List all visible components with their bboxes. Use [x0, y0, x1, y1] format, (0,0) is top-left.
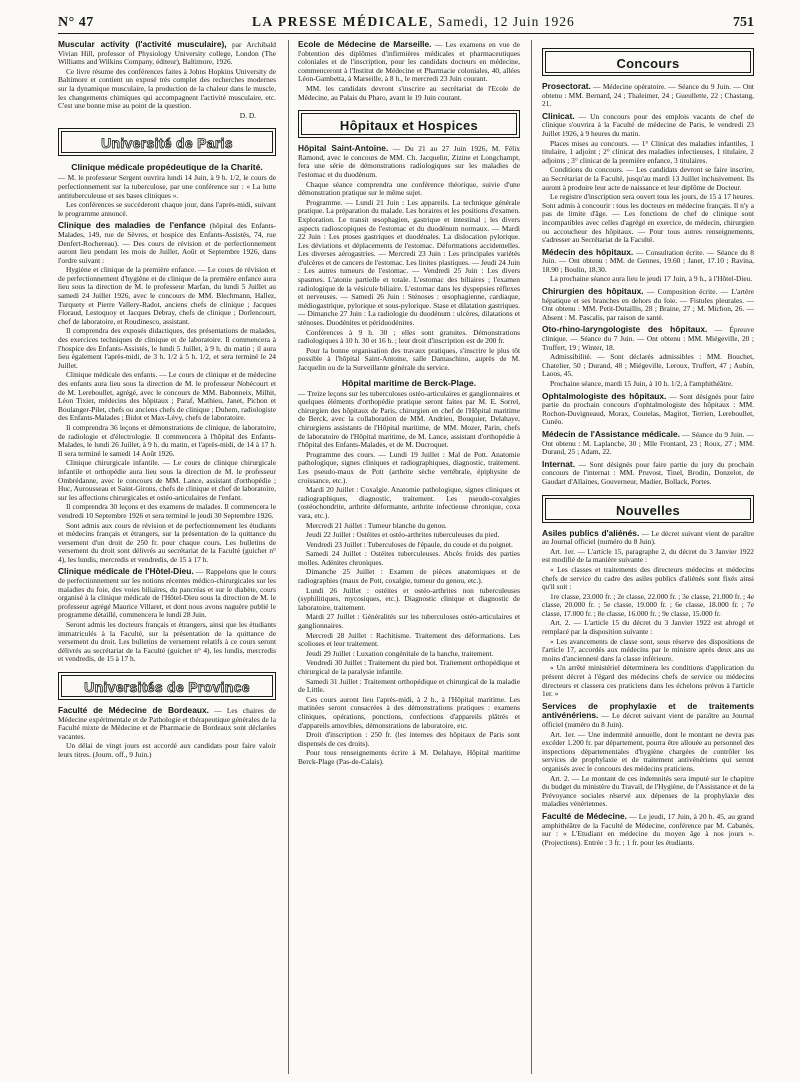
- article-asiles-alienes: Asiles publics d'aliénés. — Le décret suivant vient de paraître au Journal officiel (numéro du 8 Juin). Art. 1er. — L'article 15, paragraphe 2, du décret du 3 Janvier 1922 est modifié de la manière suivante : « Les classes et traitements des directeurs médecins et médecins chefs de service du cadre des asiles publics d'aliénés sont fixés ainsi qu'il suit : 1re classe, 23.000 fr. ; 2e classe, 22.000 fr. ; 3e classe, 21.000 fr. ; 4e classe, 20.000 fr. ; 5e classe, 19.000 fr. ; 6e classe, 18.000 fr. ; 7e classe, 17.000 fr. ; 8e classe, 16.000 fr. ; 9e classe, 15.000 fr. Art. 2. — L'article 15 du décret du 3 Janvier 1922 est abrogé et remplacé par la disposition suivante : « Les avancements de classe sont, sous réserve des dispositions de l'article 17, accordés aux médecins par le ministre après deux ans au moins d'ancienneté dans la classe inférieure. « Un arrêté ministériel déterminera les conditions d'application du présent décret à l'égard des médecins chefs de service ou médecins directeurs et classera ces praticiens dans les échelons prévus à l'article 1er. »: [542, 527, 754, 699]
- article-saint-antoine: Hôpital Saint-Antoine. — Du 21 au 27 Juin 1926, M. Félix Ramond, avec le concours de MM. Ch. Jacquelin, Zizine et Longchampt, fera une série de démonstrations radiologiques sur les maladies de l'estomac et du duodénum. Chaque séance comprendra une conférence théorique, suivie d'une démonstration pratique sur le même sujet. Programme. — Lundi 21 Juin : Les appareils. La technique générale pratique. La préparation du malade. Les horaires et les positions d'examen. Exploration. Le transit œsophagien, gastrique et intestinal ; les divers aspects radioscopiques de l'estomac et du duodénum normaux. — Mardi 22 Juin : Les ptoses gastriques et duodénales. La dislocation pylorique. Les déviations et déplacements de l'estomac. Déformations accidentelles. Les diverses aérogastries. — Mercredi 23 Juin : Les principales variétés d'ulcères et de cancers de l'estomac. Les linites plastiques. — Jeudi 24 Juin : Les autres tumeurs de l'estomac. — Vendredi 25 Juin : Les divers spasmes. L'atonie partielle et totale. L'estomac des biliaires ; l'examen radiologique de la vésicule biliaire. L'estomac dans les dyspepsies réflexes et nerveuses. — Samedi 26 Juin : Sténoses : œsophagienne, cardiaque, médiogastrique, pylorique et sous-pylorique. Stase et dilatation gastriques. — Dimanche 27 Juin : La radiologie du duodénum : ulcères, dilatations et sténoses. Duodénites et périduodénites. Conférences à 9 h. 30 ; elles sont gratuites. Démonstrations radiologiques à 10 h. 30 et 16 h. ; leur droit d'inscription est de 200 fr. Pour la bonne organisation des travaux pratiques, s'inscrire le plus tôt possible à l'hôpital Saint-Antoine, salle Damaschino, auprès de M. Jacquelin ou de la Surveillante générale du service.: [298, 143, 520, 372]
- article-title: Ophtalmologiste des hôpitaux.: [542, 390, 667, 401]
- article-title: Médecin des hôpitaux.: [542, 246, 634, 257]
- page-number: 751: [732, 15, 754, 30]
- article-title: Prosectorat.: [542, 81, 591, 91]
- article-title: Hôpital Saint-Antoine.: [298, 143, 389, 154]
- book-review: [58, 40, 276, 120]
- book-title: Muscular activity (l'activité musculaire),: [58, 40, 227, 49]
- section-heading-concours: Concours: [542, 48, 754, 76]
- article-title: Faculté de Médecine.: [542, 810, 627, 821]
- section-heading-hopitaux: Hôpitaux et Hospices: [298, 110, 520, 138]
- page-header: [58, 14, 754, 34]
- article-title: Hôpital maritime de Berck-Plage.: [341, 377, 477, 388]
- journal-title: [252, 14, 575, 30]
- article-title: Ecole de Médecine de Marseille.: [298, 40, 432, 49]
- article-title: Chirurgien des hôpitaux.: [542, 286, 644, 297]
- column-divider: [288, 40, 289, 1074]
- article-title: Asiles publics d'aliénés.: [542, 527, 640, 538]
- page-columns: [58, 40, 754, 1074]
- column-1: [58, 40, 276, 1074]
- article-charite: Clinique médicale propédeutique de la Charité. — M. le professeur Sergent ouvrira lundi 14 Juin, à 9 h. 1/2, le cours de perfectionnement sur la tuberculose, par une conférence sur : « La lutte antituberculeuse et ses bases cliniques ». Les conférences se succéderont chaque jour, dans l'après-midi, suivant le programme annoncé.: [58, 162, 276, 218]
- article-oto-rhino: Oto-rhino-laryngologiste des hôpitaux. — Épreuve clinique. — Séance du 7 Juin. — Ont obtenu : MM. Miégeville, 20 ; Truffert, 19 ; Winter, 18. Admissibilité. — Sont déclarés admissibles : MM. Bouchet, Chatelier, 50 ; Durand, 48 ; Miégeville, Leroux, Truffert, 47 ; Aubin, Laoos, 45. Prochaine séance, mardi 15 Juin, à 10 h. 1/2, à l'amphithéâtre.: [542, 324, 754, 388]
- section-heading-universites-province: Universités de Province: [58, 672, 276, 700]
- article-title: Internat.: [542, 458, 576, 469]
- article-title: Clinique médicale propédeutique de la Charité.: [71, 162, 263, 173]
- article-internat: Internat. — Sont désignés pour faire partie du jury du prochain concours de l'internat : MM. Pruvost, Tinel, Brodin, Donzelot, de Gaudart d'Allaines, Gouverneur, Madier, Bollack, Portes.: [542, 458, 754, 486]
- column-2: [298, 40, 520, 1074]
- column-divider: [531, 40, 532, 1074]
- article-title: Faculté de Médecine de Bordeaux.: [58, 705, 209, 715]
- article-title: Oto-rhino-laryngologiste des hôpitaux.: [542, 324, 708, 335]
- section-heading-nouvelles: Nouvelles: [542, 495, 754, 523]
- issue-number: N° 47: [58, 15, 94, 30]
- article-ophtalmologiste: Ophtalmologiste des hôpitaux. — Sont désignés pour faire partie du prochain concours d'ophtalmologiste des hôpitaux : MM. Rochon-Duvigneaud, Morax, Coutelas, Magitot, Terrien, Lereboullet, Cunéo.: [542, 390, 754, 427]
- article-chirurgien-hopitaux: Chirurgien des hôpitaux. — Composition écrite. — L'artère hépatique et ses branches en dehors du foie. — Fistules pleurales. — Ont obtenu : MM. Petit-Dutaillis, 28 ; Braine, 27 ; M. Michon, 26. — Absent : M. Pascalis, par raison de santé.: [542, 286, 754, 322]
- article-marseille: Ecole de Médecine de Marseille. — Les examens en vue de l'obtention des diplômes d'infirmières médicales et pharmaceutiques coloniales et de l'inscription, pour les candidats docteurs en médecine, commenceront à l'Institut de Médecine et Pharmacie coloniales, 40, allées Léon-Gambetta, à Marseille, à 8 h., le mercredi 23 Juin courant. MM. les candidats devront s'inscrire au secrétariat de l'Ecole de Médecine, au Palais du Pharo, avant le 19 Juin courant.: [298, 40, 520, 102]
- article-clinicat: Clinicat. — Un concours pour des emplois vacants de chef de clinique s'ouvrira à la Faculté de médecine de Paris, le vendredi 23 Juillet 1926, à 9 heures du matin. Places mises au concours. — 1° Clinicat des maladies infantiles, 1 titulaire, 1 adjoint ; 2° clinicat des maladies infectieuses, 1 titulaire, 2 adjoints ; 3° clinicat de la première enfance, 3 titulaires. Conditions du concours. — Les candidats devront se faire inscrire, au Secrétariat de la Faculté, jusqu'au mardi 13 Juillet inclusivement. Ils auront à produire leur acte de naissance et leur diplôme de Docteur. Le registre d'inscription sera ouvert tous les jours, de 15 à 17 heures. Sont admis à concourir : tous les docteurs en médecine français. Il n'y a pas de limite d'âge. — Les fonctions de chef de clinique sont incompatibles avec celles d'agrégé en exercice, de médecin, chirurgien ou accoucheur des hôpitaux. — Pour tous autres renseignements, s'adresser au Secrétariat de la Faculté.: [542, 110, 754, 245]
- section-heading-universite-paris: Université de Paris: [58, 128, 276, 156]
- article-faculte-medecine: Faculté de Médecine. — Le jeudi, 17 Juin, à 20 h. 45, au grand amphithéâtre de la Faculté de Médecine, conférence par M. Cabanès, sur : « L'Etudiant en médecine du moyen âge à nos jours ». (Projections). Entrée : 3 fr. ; 1 fr. pour les étudiants.: [542, 810, 754, 847]
- issue-date: , Samedi, 12 Juin 1926: [429, 14, 575, 29]
- article-title: Services de prophylaxie et de traitements antivénériens.: [542, 700, 754, 721]
- journal-name: LA PRESSE MÉDICALE: [251, 14, 429, 29]
- article-bordeaux: Faculté de Médecine de Bordeaux. — Les chaires de Médecine expérimentale et de Pathologie et thérapeutique générales de la Faculté mixte de Médecine et de Pharmacie de Bordeaux sont déclarées vacantes. Un délai de vingt jours est accordé aux candidats pour faire valoir leurs titres. (Journ. off., 9 Juin.): [58, 705, 276, 759]
- article-assistance-medicale: Médecin de l'Assistance médicale. — Séance du 9 Juin. — Ont obtenu : M. Laplanche, 30 ; Mlle Frontard, 23 ; Roux, 27 ; MM. Durand, 25 ; Adam, 22.: [542, 428, 754, 457]
- article-title: Médecin de l'Assistance médicale.: [542, 428, 680, 439]
- article-title: Clinique médicale de l'Hôtel-Dieu.: [58, 566, 194, 577]
- article-berck-plage: Hôpital maritime de Berck-Plage. — Treize leçons sur les tuberculoses ostéo-articulaires et ganglionnaires et quelques éléments d'orthopédie pratique seront faites par M. E. Sorrel, chirurgien des hôpitaux de Paris, chirurgien en chef de l'Hôpital maritime de Berck, avec la collaboration de MM. Andrieu, Bouquier, Delahaye, chirurgiens assistants de l'Hôpital maritime, de MM. Mozer, Parin, chefs de laboratoire de l'Hôpital maritime, de M. Lance, assistant d'orthopédie à l'hôpital des Enfants-Malades, et de M. Ducroquet. Programme des cours. — Lundi 19 Juillet : Mal de Pott. Anatomie pathologique, signes cliniques et radiographiques, diagnostic, traitement. Les pseudo-maux de Pott (arthrite sèche vertébrale, épiphysite de croissance, etc.). Mardi 20 Juillet : Coxalgie. Anatomie pathologique, signes cliniques et radiographiques, diagnostic, traitement. Les pseudo-coxalgies (ostéochondrite, arthrite déformante, arthrite infectieuse chronique, coxa vara, etc.). Mercredi 21 Juillet : Tumeur blanche du genou. Jeudi 22 Juillet : Ostéites et ostéo-arthrites tuberculeuses du pied. Vendredi 23 Juillet : Tuberculoses de l'épaule, du coude et du poignet. Samedi 24 Juillet : Ostéites tuberculeuses. Abcès froids des parties molles. Adénites chroniques. Dimanche 25 Juillet : Examen de pièces anatomiques et de radiographies (maux de Pott, coxalgie, tumeur du genou, etc.). Lundi 26 Juillet : ostéites et ostéo-arthrites non tuberculeuses (syphilitiques, mycosiques, etc.). Diagnostic clinique et diagnostic de laboratoire, traitement. Mardi 27 Juillet : Généralités sur les tuberculoses ostéo-articulaires et ganglionnaires. Mercredi 28 Juillet : Rachitisme. Traitement des déformations. Les scolioses et leur traitement. Jeudi 29 Juillet : Luxation congénitale de la hanche, traitement. Vendredi 30 Juillet : Traitement du pied bot. Traitement orthopédique et chirurgical de la paralysie infantile. Samedi 31 Juillet : Traitement orthopédique et chirurgical de la maladie de Little. Ces cours auront lieu l'après-midi, à 2 h., à l'Hôpital maritime. Les matinées seront consacrées à des démonstrations pratiques : examens cliniques, opérations, ponctions, confections d'appareils plâtrés et d'appareils amovibles, démonstrations de laboratoire, etc. Droit d'inscription : 250 fr. (les internes des hôpitaux de Paris sont dispensés de ces droits). Pour tous renseignements écrire à M. Delahaye, Hôpital maritime Berck-Plage (Pas-de-Calais).: [298, 377, 520, 766]
- article-medecin-hopitaux: Médecin des hôpitaux. — Consultation écrite. — Séance du 8 Juin. — Ont obtenu : MM. de Gennes, 19.60 ; Janet, 17.10 ; Ravina, 18.90 ; Boulin, 18.30. La prochaine séance aura lieu le jeudi 17 Juin, à 9 h., à l'Hôtel-Dieu.: [542, 246, 754, 284]
- book-review-signature: D. D.: [239, 110, 256, 120]
- article-title: Clinicat.: [542, 110, 575, 121]
- article-title: Clinique des maladies de l'enfance: [58, 220, 206, 231]
- article-antivenerien: Services de prophylaxie et de traitements antivénériens. — Le décret suivant vient de paraître au Journal officiel (numéro du 8 Juin). Art. 1er. — Une indemnité annuelle, dont le montant ne devra pas excéder 1.200 fr. par département, pourra être allouée au personnel des inspections départementales d'hygiène chargées de contrôler les services de prophylaxie et de traitement antivénériens qui seront organisés avec le concours des médecins praticiens. Art. 2. — Le montant de ces indemnités sera imputé sur le chapitre du budget du ministère du Travail, de l'Hygiène, de l'Assistance et de la Prévoyance sociales réservé aux dépenses de la prophylaxie des maladies vénériennes.: [542, 700, 754, 809]
- book-review-text: Ce livre résume des conférences faites à Johns Hopkins University de Baltimore et contient un exposé très complet des recherches modernes sur la dynamique musculaire, la production de la chaleur dans le muscle, les changements chimiques qui accompagnent l'activité musculaire, etc. C'est une bonne mise au point de la question.: [58, 66, 276, 111]
- article-hotel-dieu: Clinique médicale de l'Hôtel-Dieu. — Rappelons que le cours de perfectionnement sur les notions récentes médico-chirurgicales sur les maladies du foie, des voies biliaires, du pancréas et sur le diabète, cours organisé à la clinique médicale de l'Hôtel-Dieu sous la direction de M. le professeur agrégé Maurice Villaret, et dont nous avons naguère publié le programme détaillé, commencera le lundi 28 Juin. Seront admis les docteurs français et étrangers, ainsi que les étudiants immatriculés à la Faculté, sur la présentation de la quittance de versement du droit. Les bulletins de versement relatifs à ce cours seront délivrés au secrétariat de la Faculté (guichet n° 4), les lundis, mercredis et vendredis, de 15 à 17 h.: [58, 566, 276, 664]
- book-details: par Archibald Vivian Hill, professor of Physiology University college, London (The Williams and Wilkins Company, éditeur), Baltimore, 1926.: [58, 40, 276, 67]
- column-3: [542, 40, 754, 1074]
- article-prosectorat: Prosectorat. — Médecine opératoire. — Séance du 9 Juin. — Ont obtenu : MM. Bernard, 24 ; Thaleimer, 24 ; Gueullette, 22 ; Chastang, 21.: [542, 81, 754, 109]
- article-maladies-enfance: Clinique des maladies de l'enfance (hôpital des Enfants-Malades, 149, rue de Sèvres, et hospice des Enfants-Assistés, 74, rue Denfert-Rochereau). — Des cours de révision et de perfectionnement auront lieu pendant les mois de Juillet, Août et Septembre 1926, dans l'ordre suivant : Hygiène et clinique de la première enfance. — Le cours de révision et de perfectionnement d'hygiène et de clinique de la première enfance aura lieu sous la direction de M. le professeur Marfan, du lundi 5 Juillet au samedi 24 Juillet 1926, avec le concours de MM. Blechmann, Hallez, Turquety et Pierre Vallery-Radot, anciens chefs de clinique ; Jacques Floraud, Lestoquoy et Jacques Debray, chefs de clinique ; Dorlencourt, chef de laboratoire, et Roudinesco, assistant. Il comprendra des exposés didactiques, des présentations de malades, des exercices techniques de clinique et de laboratoire. Il commencera à l'hospice des Enfants-Assistés, le lundi 5 Juillet, à 9 h. du matin ; il aura lieu également l'après-midi, de 3 h. 1/2 à 5 h. 1/2, et sera terminé le 24 Juillet. Clinique médicale des enfants. — Le cours de clinique et de médecine des enfants aura lieu sous la direction de M. le professeur Nobécourt et de M. Lereboullet, agrégé, avec le concours de MM. Babonneix, Milhit, Léon Tixier, médecins des hôpitaux ; Paraf, Mathieu, Janet, Pichon et Boulanger-Pilet, chefs ou anciens chefs de clinique ; Duhem, radiologiste des Enfants-Malades ; Bidot et Max-Lévy, chefs de laboratoire. Il comprendra 36 leçons et démonstrations de clinique, de laboratoire, de radiologie et d'électrologie. Il commencera à l'hôpital des Enfants-Malades, le lundi 26 Juillet, à 9 h. du matin, et l'après-midi, de 14 à 17 h. Il sera terminé le samedi 14 Août 1926. Clinique chirurgicale infantile. — Le cours de clinique chirurgicale infantile et orthopédie aura lieu sous la direction de M. le professeur Ombrédanne, avec le concours de MM. Lance, assistant d'orthopédie ; Huc, Aurousseau et Saint-Girons, chefs de clinique et chef de laboratoire, sur les affections chirurgicales et ostéo-articulaires de l'enfant. Il comprendra 30 leçons et des examens de malades. Il commencera le vendredi 10 Septembre 1926 et sera terminé le jeudi 30 Septembre 1926. Sont admis aux cours de révision et de perfectionnement les étudiants et médecins français et étrangers, sur la présentation de la quittance du versement d'un droit de 250 fr. pour chaque cours. Les bulletins de versement du droit sont délivrés au secrétariat de la Faculté (guichet n° 4), les lundis, mercredis et vendredis, de 15 à 17 h.: [58, 220, 276, 564]
